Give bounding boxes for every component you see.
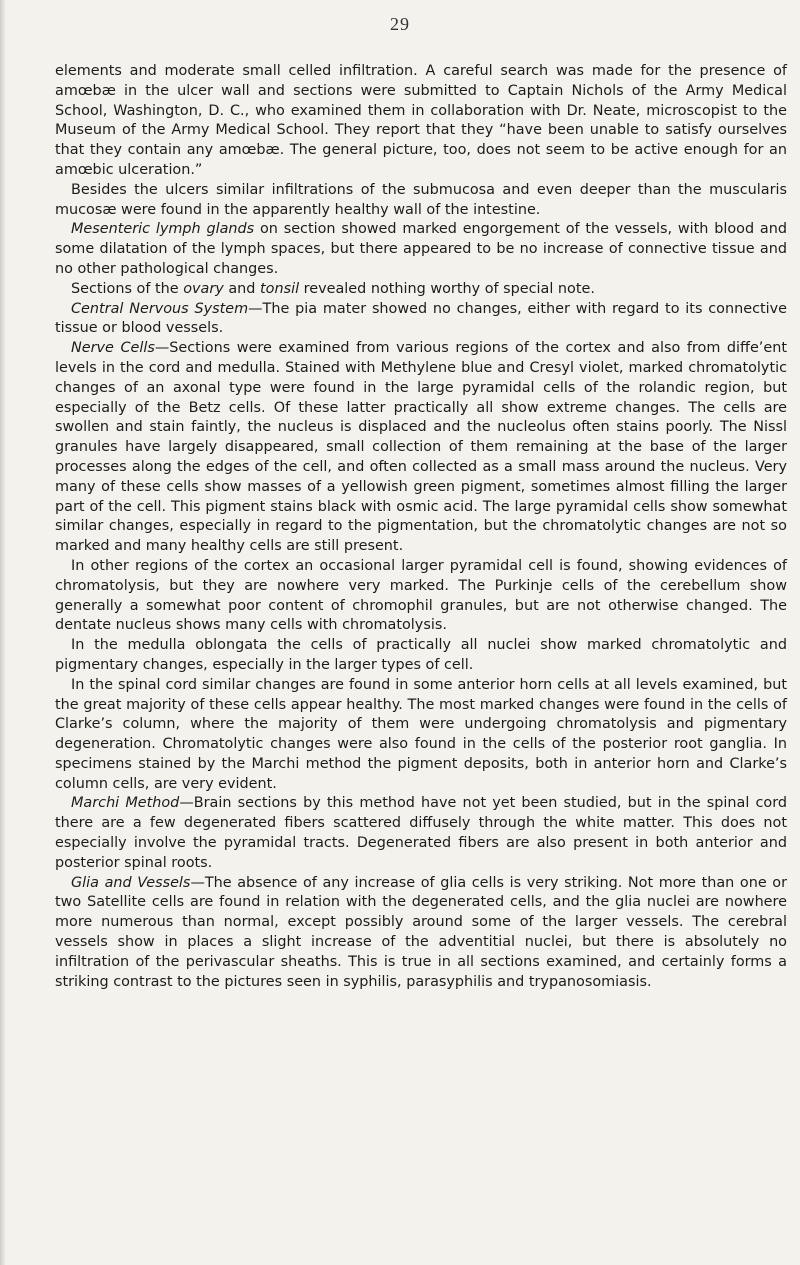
section-heading: Glia and Vessels — [71, 874, 191, 891]
paragraph-spinal-cord — [55, 676, 787, 795]
section-heading: Central Nervous System — [71, 300, 249, 317]
paragraph-text: Sections of the — [71, 280, 184, 297]
paragraph-text: elements and moderate small celled infiltration. A careful search was made for the presence of amœbæ in the ulcer wall and sections were submitted to Captain Nichols of the Army Medical School, Washington, D. C., who examined them in collaboration with Dr. Neate, microscopist to the Museum of the Army Medical School. They report that they “have been unable to satisfy ourselves that they contain any amœbæ. The general picture, too, does not seem to be active enough for an amœbic ulceration.” — [55, 63, 787, 178]
paragraph-text: —The pia mater showed no changes, either with regard to its connective tissue or blood vessels. — [55, 300, 787, 337]
section-heading: Nerve Cells — [71, 340, 155, 357]
section-heading: Marchi Method — [71, 795, 180, 812]
page-edge-shadow — [0, 0, 6, 1265]
page-number: 29 — [390, 14, 410, 34]
italic-term: ovary — [183, 280, 224, 297]
paragraph-text: —Brain sections by this method have not yet been studied, but in the spinal cord there are a few degenerated fibers scattered diffusely through the white matter. This does not especially involve the pyramidal tracts. Degenerated fibers are also present in both anterior and posterior spinal roots. — [55, 795, 787, 871]
paragraph-text: —The absence of any increase of glia cells is very striking. Not more than one or two Satellite cells are found in relation with the degenerated cells, and the glia nuclei are nowhere more numerous than normal, except possibly around some of the larger vessels. The cerebral vessels show in places a slight increase of the adventitial nuclei, but there is absolutely no infiltration of the perivascular sheaths. This is true in all sections examined, and certainly forms a striking contrast to the pictures seen in syphilis, parasyphilis and trypanosomiasis. — [55, 874, 787, 990]
paragraph-text: on section showed marked engorgement of the vessels, with blood and some dilatation of the lymph spaces, but there appeared to be no increase of connective tissue and no other pathological changes. — [55, 221, 787, 277]
paragraph-mesenteric-lymph-glands — [55, 220, 787, 279]
paragraph-text: In the medulla oblongata the cells of practically all nuclei show marked chromatolytic and pigmentary changes, especially in the larger types of cell. — [55, 637, 787, 673]
paragraph-nerve-cells — [55, 339, 787, 557]
paragraph-cortex-regions — [55, 557, 787, 636]
paragraph-text: —Sections were examined from various regions of the cortex and also from diffe’ent levels in the cord and medulla. Stained with Methylene blue and Cresyl violet, marked chromatolytic changes of an axonal type were found in the large pyramidal cells of the rolandic region, but especially of the Betz cells. Of these latter practically all show extreme changes. The cells are swollen and stain faintly, the nucleus is displaced and the nucleolus often stains poorly. The Nissl granules have largely disappeared, small collection of them remaining at the base of the larger processes along the edges of the cell, and often collected as a small mass around the nucleus. Very many of these cells show masses of a yellowish green pigment, sometimes almost filling the larger part of the cell. This pigment stains black with osmic acid. The large pyramidal cells show somewhat similar changes, especially in regard to the pigmentation, but the chromatolytic changes are not so marked and many healthy cells are still present. — [55, 340, 787, 555]
paragraph-text: In other regions of the cortex an occasional larger pyramidal cell is found, showing evidences of chromatolysis, but they are nowhere very marked. The Purkinje cells of the cerebellum show generally a somewhat poor content of chromophil granules, but are not otherwise changed. The dentate nucleus shows many cells with chromatolysis. — [55, 557, 787, 634]
paragraph-text: revealed nothing worthy of special note. — [299, 280, 595, 297]
paragraph-glia-and-vessels — [55, 874, 787, 993]
paragraph-marchi-method — [55, 794, 787, 873]
paragraph-medulla — [55, 636, 787, 676]
paragraph-ovary-tonsil — [55, 280, 787, 300]
paragraph-text: Besides the ulcers similar infiltrations of the submucosa and even deeper than the muscularis mucosæ were found in the apparently healthy wall of the intestine. — [55, 181, 787, 218]
paragraph-text: and — [223, 280, 260, 297]
paragraph-central-nervous-system — [55, 300, 787, 340]
paragraph-text: In the spinal cord similar changes are found in some anterior horn cells at all levels examined, but the great majority of these cells appear healthy. The most marked changes were found in the cells of Clarke’s column, where the majority of them were undergoing chromatolysis and pigmentary degeneration. Chromatolytic changes were also found in the cells of the posterior root ganglia. In specimens stained by the Marchi method the pigment deposits, both in anterior horn and Clarke’s column cells, are very evident. — [55, 676, 787, 792]
italic-term: tonsil — [260, 280, 300, 297]
paragraph-ulcers — [55, 181, 787, 221]
body-text — [55, 62, 787, 992]
paragraph-continuation — [55, 62, 787, 181]
section-heading: Mesenteric lymph glands — [71, 221, 255, 238]
